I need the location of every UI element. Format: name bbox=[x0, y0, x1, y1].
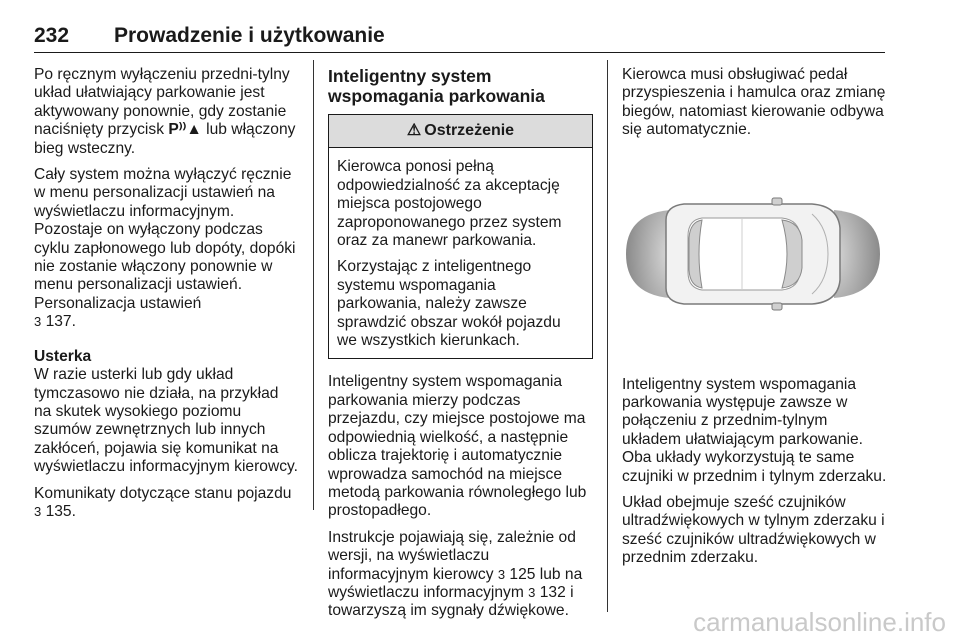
column-1 bbox=[34, 66, 299, 529]
paragraph: Instrukcje pojawiają się, zależnie od wersji, na wyświetlaczu informacyjnym kierowcy 3 125 lub na wyświetlaczu informacyjnym 3 132 i towarzyszą im sygnały dźwiękowe. bbox=[328, 528, 583, 620]
paragraph: Cały system można wyłączyć ręcznie w menu personalizacji ustawień na wyświetlaczu informacyjnym. Pozostaje on wyłączony podczas cyklu zapłonowego lub dopóty, dopóki nie zostanie włączony ponownie w menu personalizacji ustawień. Personalizacja ustawień 3 137. bbox=[34, 166, 296, 331]
front-sensor-zone bbox=[834, 210, 880, 298]
section-heading-fault: Usterka bbox=[34, 347, 92, 365]
column-divider-2 bbox=[607, 60, 608, 612]
column-divider-1 bbox=[313, 60, 314, 510]
page-header bbox=[34, 24, 885, 53]
warning-paragraph: Kierowca ponosi pełną odpowiedzialność za akceptację miejsca postojowego zaproponowanego przez system oraz za manewr parkowania. bbox=[337, 158, 562, 250]
column-2 bbox=[328, 66, 593, 629]
park-assist-button-icon: P⁾⁾▲ bbox=[168, 121, 202, 139]
page-number: 232 bbox=[34, 24, 70, 47]
car-mirror bbox=[772, 303, 782, 310]
watermark: carmanualsonline.info bbox=[693, 607, 946, 637]
car-mirror bbox=[772, 198, 782, 205]
section-heading-intelligent-parking: Inteligentny system wspomagania parkowania bbox=[328, 66, 545, 106]
page-ref-arrow-icon: 3 bbox=[34, 314, 42, 330]
page-ref-link[interactable]: 125 lub na wyświetlaczu informacyjnym bbox=[328, 565, 583, 601]
page-ref-arrow-icon: 3 bbox=[497, 566, 506, 582]
car-cabin bbox=[688, 218, 800, 290]
paragraph: Inteligentny system wspomagania parkowania mierzy podczas przejazdu, czy miejsce postojowe ma odpowiednią wielkość, a następnie oblicza trajektorię i automatycznie wprowadza samochód na miejsce metodą parkowania równoległego lub prostopadłego. bbox=[328, 373, 587, 520]
parking-sensors-car-illustration bbox=[622, 148, 884, 358]
car-top-view-image bbox=[622, 148, 884, 358]
page-ref-arrow-icon: 3 bbox=[34, 503, 42, 519]
page-ref-link[interactable]: 135. bbox=[45, 502, 76, 520]
paragraph: Po ręcznym wyłączeniu przedni-tylny układ ułatwiający parkowanie jest aktywowany ponownie, gdy zostanie naciśnięty przycisk P⁾⁾▲ lub włączony bieg wsteczny. bbox=[34, 66, 296, 157]
warning-box bbox=[328, 114, 593, 359]
warning-title: ⚠ Ostrzeżenie bbox=[329, 115, 592, 148]
page-ref-link[interactable]: 132 i towarzyszą im sygnały dźwiękowe. bbox=[328, 583, 574, 620]
column-3 bbox=[622, 66, 887, 576]
paragraph: Inteligentny system wspomagania parkowania występuje zawsze w połączeniu z przednim-tylnym układem ułatwiającym parkowanie. Oba układy wykorzystują te same czujniki w przednim i tylnym zderzaku. bbox=[622, 375, 887, 485]
paragraph: Komunikaty dotyczące stanu pojazdu 3 135. bbox=[34, 484, 292, 520]
page-ref-link[interactable]: 137. bbox=[45, 313, 76, 331]
warning-triangle-icon: ⚠ bbox=[406, 122, 422, 139]
rear-sensor-zone bbox=[626, 210, 670, 298]
paragraph: Kierowca musi obsługiwać pedał przyspieszenia i hamulca oraz zmianę biegów, natomiast kierowanie odbywa się automatycznie. bbox=[622, 66, 886, 139]
paragraph: Układ obejmuje sześć czujników ultradźwiękowych w tylnym zderzaku i sześć czujników ultradźwiękowych w przednim zderzaku. bbox=[622, 494, 885, 567]
page-ref-arrow-icon: 3 bbox=[528, 584, 536, 600]
paragraph: W razie usterki lub gdy układ tymczasowo nie działa, na przykład na skutek wysokiego poziomu szumów zewnętrznych lub innych zakłóceń, pojawia się komunikat na wyświetlaczu informacyjnym kierowcy. bbox=[34, 366, 298, 476]
warning-paragraph: Korzystając z inteligentnego systemu wspomagania parkowania, należy zawsze sprawdzić obszar wokół pojazdu we wszystkich kierunkach. bbox=[337, 258, 561, 350]
chapter-title: Prowadzenie i użytkowanie bbox=[114, 24, 385, 47]
warning-body bbox=[329, 148, 592, 358]
